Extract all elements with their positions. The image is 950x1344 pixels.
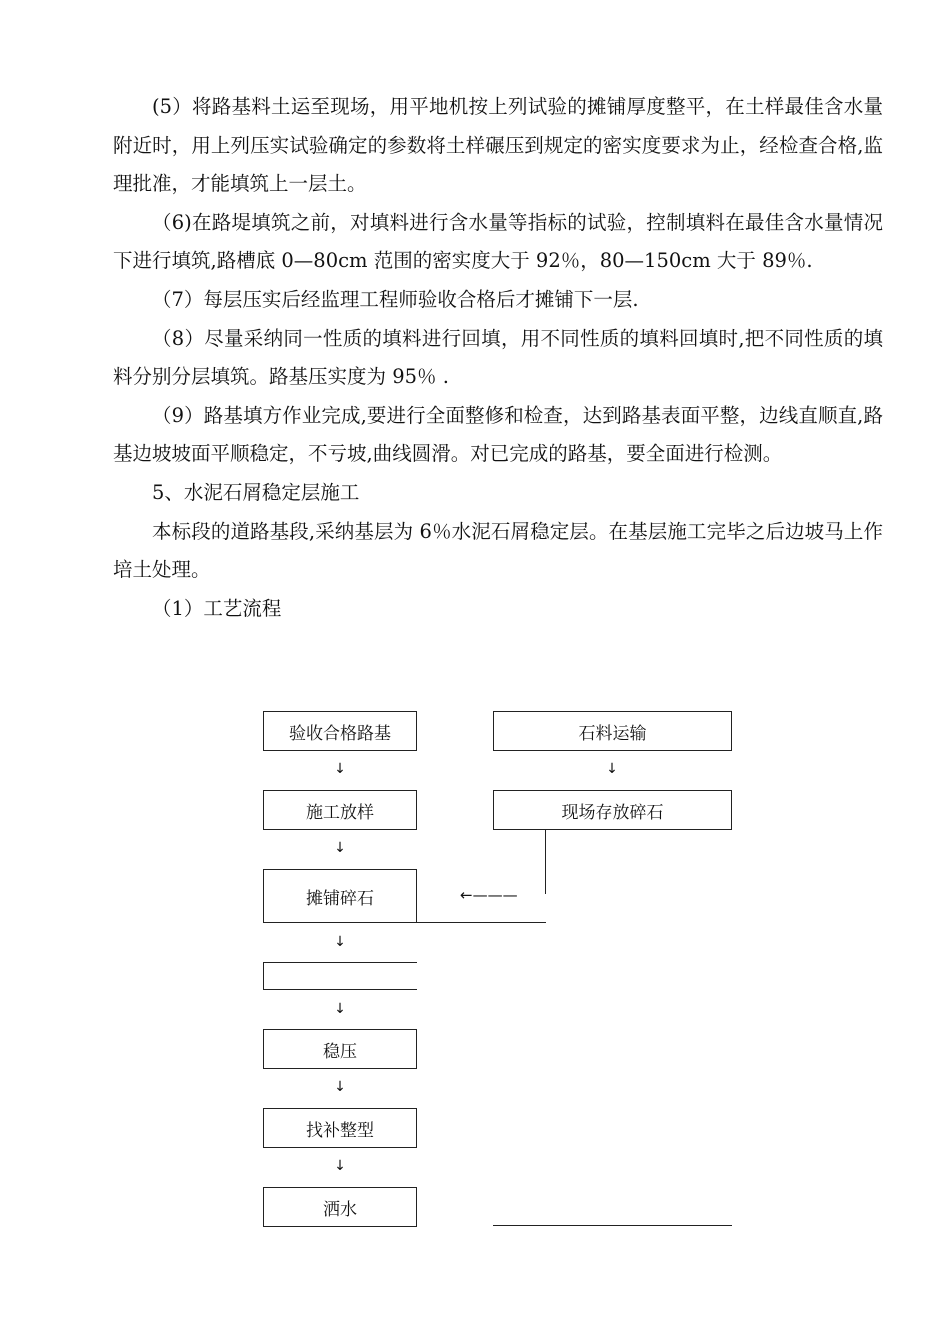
down-arrow-icon: ↓ xyxy=(606,761,618,777)
flow-box-stone-transport: 石料运输 xyxy=(493,711,732,751)
flow-box-patch-shaping: 找补整型 xyxy=(263,1108,417,1148)
down-arrow-icon: ↓ xyxy=(334,840,346,856)
down-arrow-icon: ↓ xyxy=(334,934,346,950)
flow-box-stabilize-compaction: 稳压 xyxy=(263,1029,417,1069)
paragraph-intro: 本标段的道路基段,采纳基层为 6％水泥石屑稳定层。在基层施工完毕之后边坡马上作培土处理。 xyxy=(113,519,883,582)
connector-line xyxy=(493,1225,732,1226)
down-arrow-icon: ↓ xyxy=(334,761,346,777)
paragraph-8: （8）尽量采纳同一性质的填料进行回填，用不同性质的填料回填时,把不同性质的填料分别分层填筑。路基压实度为 95％ . xyxy=(113,326,883,389)
connector-line xyxy=(417,922,546,923)
paragraph-9: （9）路基填方作业完成,要进行全面整修和检查，达到路基表面平整，边线直顺直,路基边坡坡面平顺稳定，不亏坡,曲线圆滑。对已完成的路基，要全面进行检测。 xyxy=(113,403,883,466)
flow-box-blank xyxy=(263,962,417,990)
subheading-process-flow: （1）工艺流程 xyxy=(152,596,282,620)
dashed-left-arrow-icon: ←——— xyxy=(460,886,518,904)
flow-box-onsite-gravel-storage: 现场存放碎石 xyxy=(493,790,732,830)
paragraph-7: （7）每层压实后经监理工程师验收合格后才摊铺下一层. xyxy=(152,287,639,311)
section-heading: 5、水泥石屑稳定层施工 xyxy=(152,480,360,504)
connector-line xyxy=(545,830,546,894)
down-arrow-icon: ↓ xyxy=(334,1001,346,1017)
down-arrow-icon: ↓ xyxy=(334,1158,346,1174)
flow-box-sprinkle-water: 洒水 xyxy=(263,1187,417,1227)
down-arrow-icon: ↓ xyxy=(334,1079,346,1095)
flow-box-setting-out: 施工放样 xyxy=(263,790,417,830)
paragraph-5: (5）将路基料土运至现场，用平地机按上列试验的摊铺厚度整平，在土样最佳含水量附近时，用上列压实试验确定的参数将土样碾压到规定的密实度要求为止，经检查合格,监理批准，才能填筑上一层土。 xyxy=(113,95,883,196)
flow-box-accept-subgrade: 验收合格路基 xyxy=(263,711,417,751)
body-text xyxy=(113,88,883,628)
paragraph-6: （6)在路堤填筑之前，对填料进行含水量等指标的试验，控制填料在最佳含水量情况下进行填筑,路槽底 0—80cm 范围的密实度大于 92％，80—150cm 大于 89％. xyxy=(113,210,883,273)
flow-box-spread-gravel: 摊铺碎石 xyxy=(263,869,417,923)
